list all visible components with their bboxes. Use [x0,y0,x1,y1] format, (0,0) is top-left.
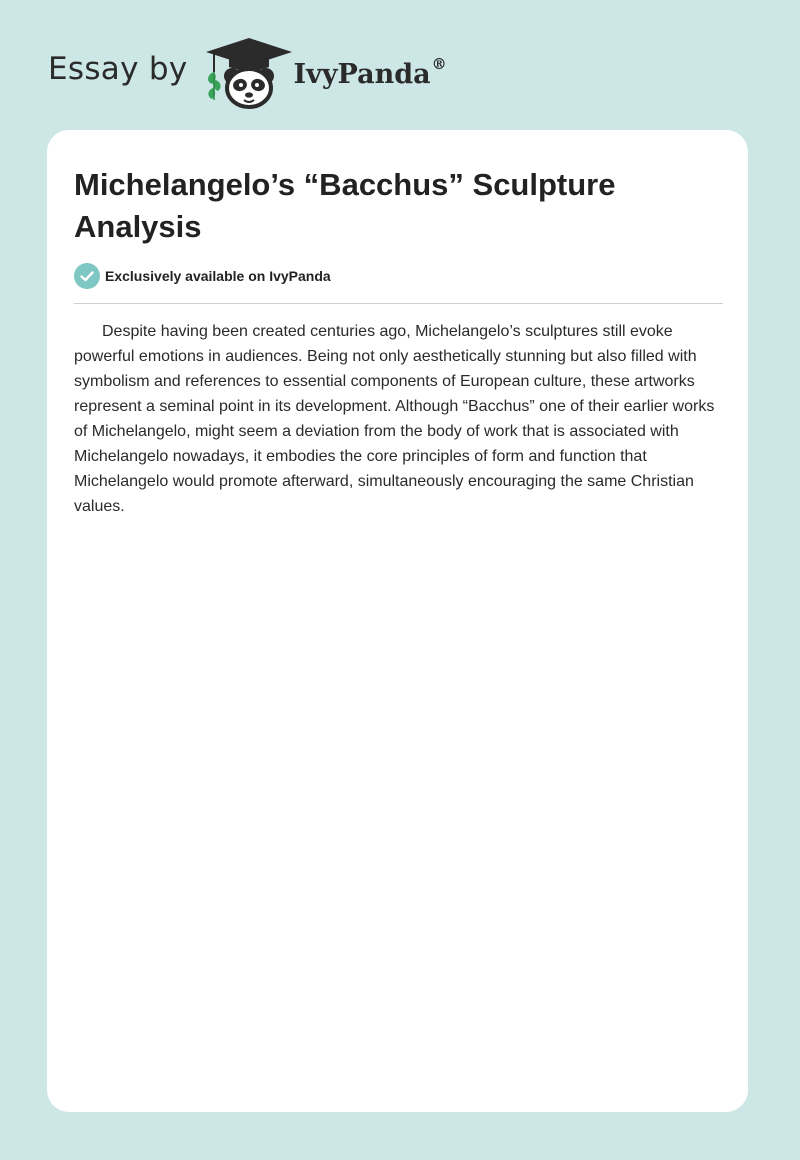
registered-mark: ® [431,54,447,73]
page-title: Michelangelo’s “Bacchus” Sculpture Analysis [74,167,616,244]
essay-paragraph: Despite having been created centuries ago, Michelangelo’s sculptures still evoke powerful emotions in audiences. Being not only aesthetically stunning but also filled with symbolism and references to essential components of European culture, these artworks represent a seminal point in its development. Although “Bacchus” one of their earlier works of Michelangelo, might seem a deviation from the body of work that is associated with Michelangelo nowadays, it embodies the core principles of form and function that Michelangelo would promote afterward, simultaneously encouraging the same Christian values. [74,323,715,515]
essay-by-label: Essay by [48,51,188,87]
essay-card [47,130,748,1112]
brand-name: IvyPanda® [293,54,447,90]
divider [74,303,723,304]
exclusive-badge-label: Exclusively available on IvyPanda [105,268,331,284]
graduate-panda-icon [202,34,296,110]
check-circle-icon [74,263,100,289]
brand-header [48,34,447,110]
exclusive-badge [74,263,331,289]
